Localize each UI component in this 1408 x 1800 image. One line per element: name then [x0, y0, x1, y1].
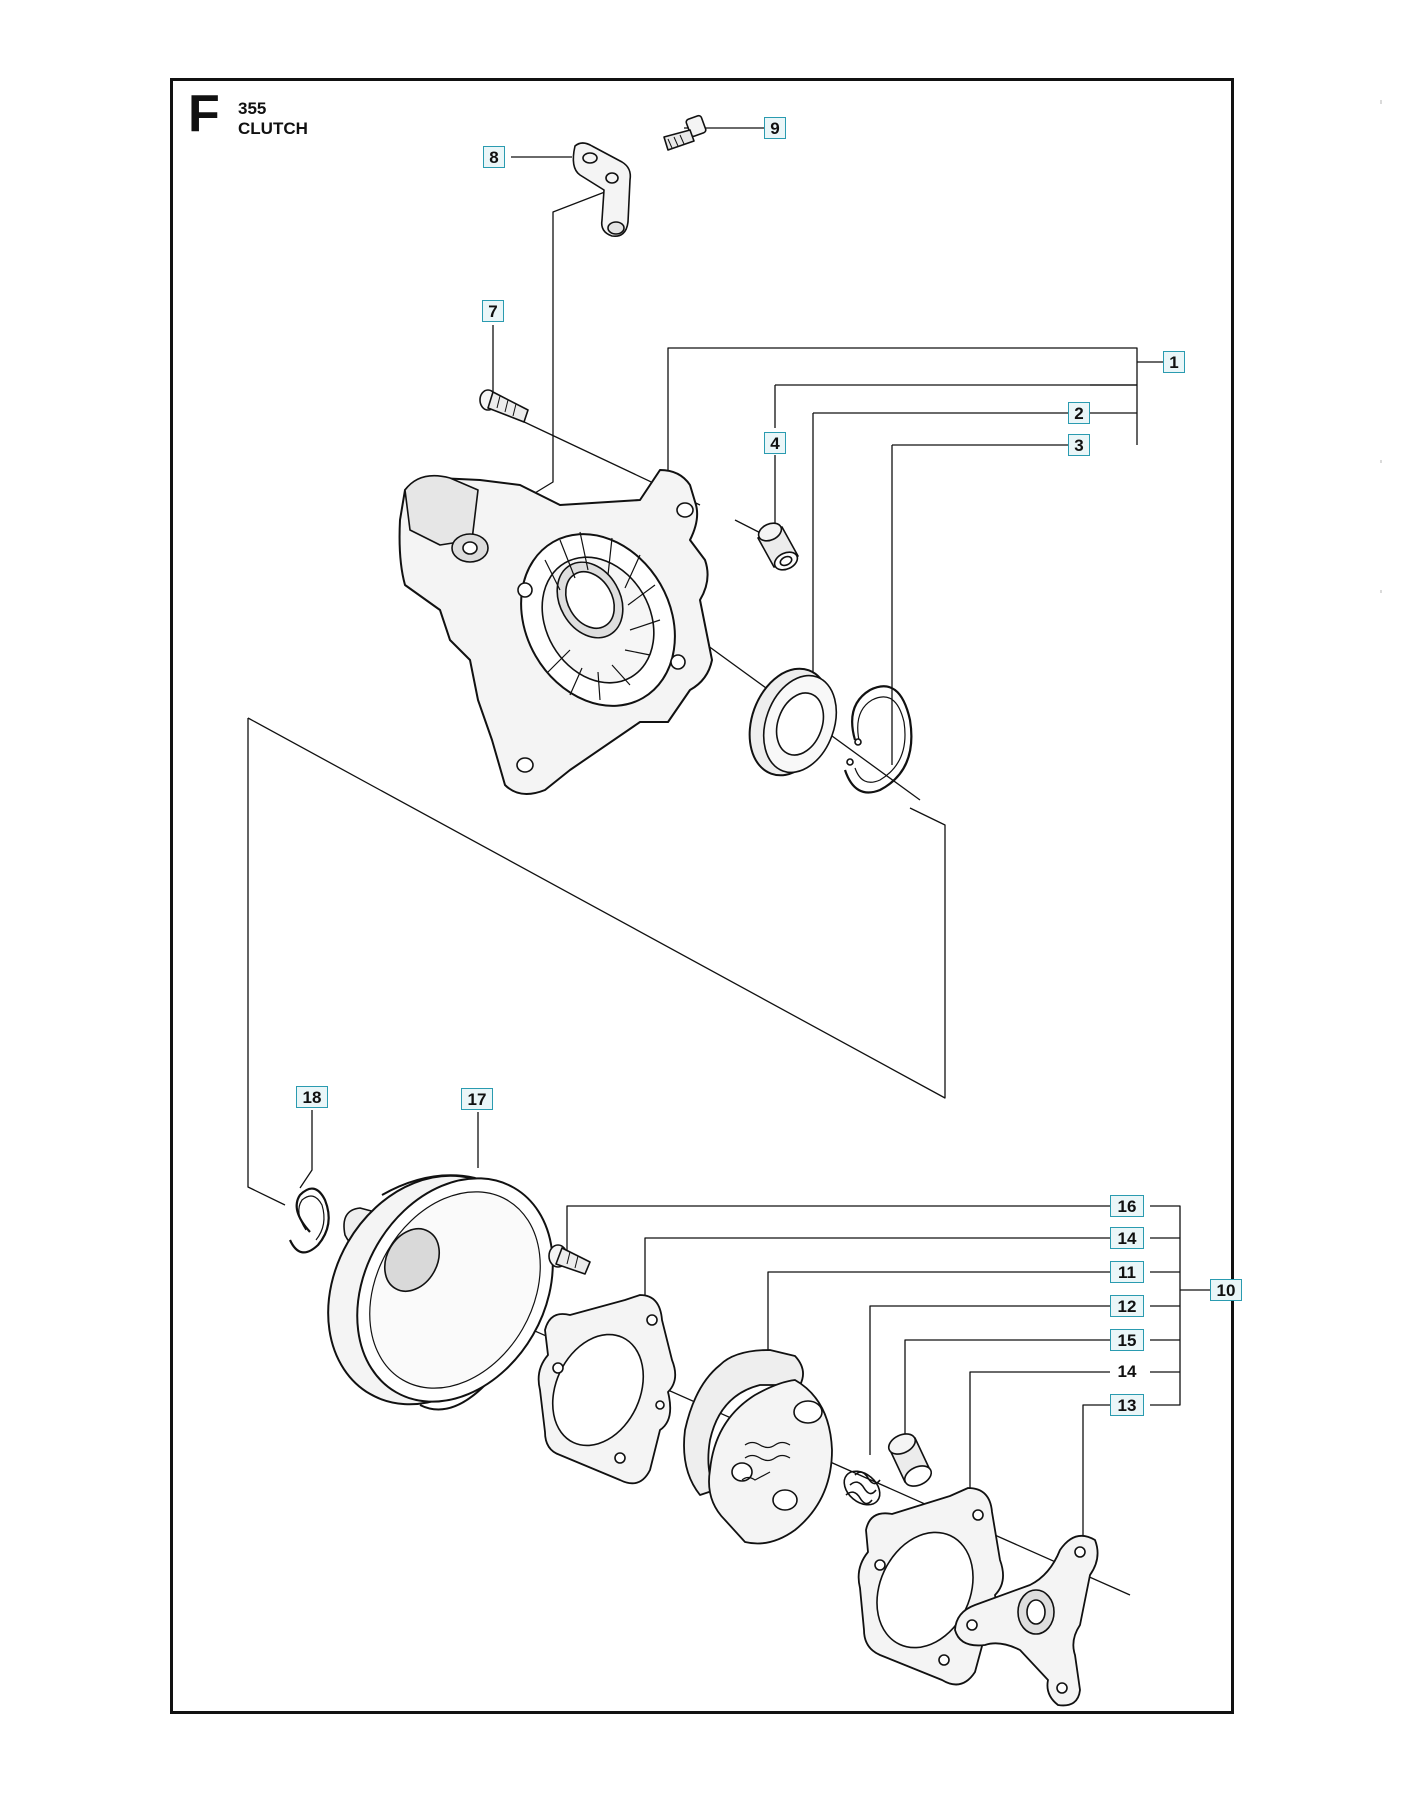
callout-part-17[interactable]: 17: [461, 1088, 493, 1110]
callout-part-10[interactable]: 10: [1210, 1279, 1242, 1301]
callout-part-8[interactable]: 8: [483, 146, 505, 168]
callout-part-14-upper[interactable]: 14: [1110, 1227, 1144, 1249]
part-clutch-shoes-11: [684, 1350, 832, 1544]
callout-part-3[interactable]: 3: [1068, 434, 1090, 456]
model-number: 355: [238, 99, 267, 118]
part-bolt-7: [480, 390, 528, 422]
part-circlip-18: [290, 1189, 329, 1253]
part-clutch-housing: [400, 470, 712, 794]
part-washer-14a: [535, 1295, 675, 1483]
part-bolt-16: [549, 1245, 590, 1274]
callout-part-12[interactable]: 12: [1110, 1295, 1144, 1317]
callout-part-18[interactable]: 18: [296, 1086, 328, 1108]
part-sleeve-4: [756, 520, 801, 574]
part-sleeve-15: [886, 1430, 935, 1490]
part-bearing-2: [735, 657, 849, 786]
part-screw-9: [664, 115, 707, 150]
callout-part-9[interactable]: 9: [764, 117, 786, 139]
callout-part-1[interactable]: 1: [1163, 351, 1185, 373]
part-washer-14b: [859, 1488, 1003, 1685]
callout-part-13[interactable]: 13: [1110, 1394, 1144, 1416]
part-circlip-3: [845, 686, 911, 792]
part-bracket-8: [573, 143, 630, 236]
section-title: CLUTCH: [238, 119, 308, 138]
callout-part-2[interactable]: 2: [1068, 402, 1090, 424]
callout-part-14-lower[interactable]: 14: [1117, 1362, 1137, 1381]
callout-part-16[interactable]: 16: [1110, 1195, 1144, 1217]
part-spring-12: [838, 1464, 887, 1511]
callout-part-15[interactable]: 15: [1110, 1329, 1144, 1351]
callout-part-7[interactable]: 7: [482, 300, 504, 322]
callout-part-4[interactable]: 4: [764, 432, 786, 454]
callout-part-11[interactable]: 11: [1110, 1261, 1144, 1283]
scan-mark: [1380, 460, 1382, 463]
scan-mark: [1380, 590, 1382, 593]
section-letter: F: [188, 85, 220, 143]
scan-mark: [1380, 100, 1382, 104]
